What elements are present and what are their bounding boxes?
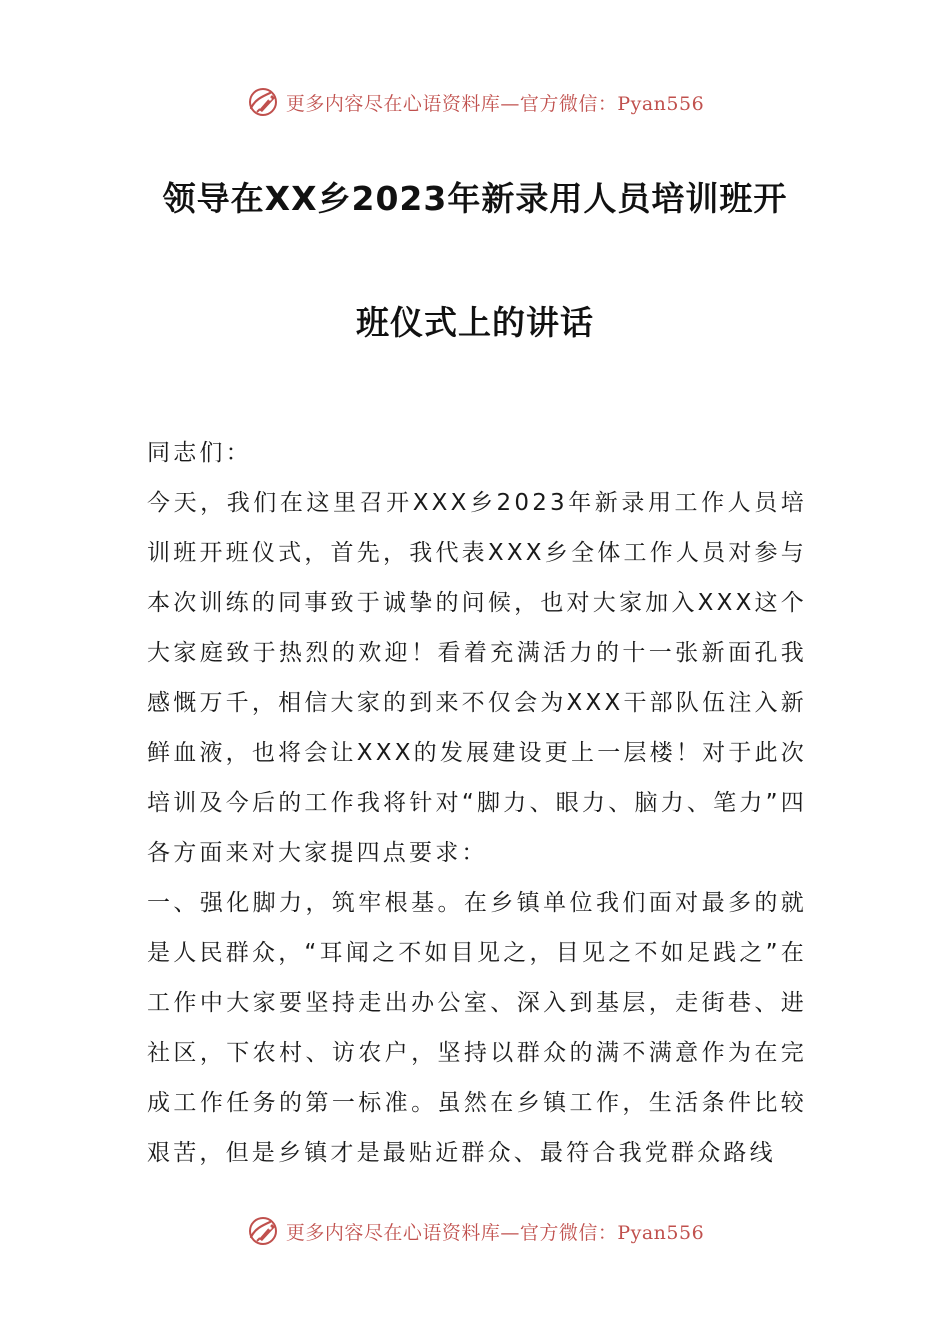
pen-nib-logo-icon [246, 1214, 280, 1248]
document-title-line-1: 领导在XX乡2023年新录用人员培训班开 [162, 179, 788, 218]
watermark-text: 更多内容尽在心语资料库—官方微信：Pyan556 [285, 1221, 705, 1244]
header-watermark [0, 82, 950, 122]
pen-nib-logo-icon [246, 85, 280, 119]
footer-watermark [0, 1211, 950, 1251]
watermark-text: 更多内容尽在心语资料库—官方微信：Pyan556 [285, 92, 705, 115]
paragraph-point-one: 一、强化脚力，筑牢根基。在乡镇单位我们面对最多的就是人民群众，“耳闻之不如目见之，目见之不如足践之”在工作中大家要坚持走出办公室、深入到基层，走街巷、进社区，下农村、访农户，坚持以群众的满不满意作为在完成工作任务的第一标准。虽然在乡镇工作，生活条件比较艰苦，但是乡镇才是最贴近群众、最符合我党群众路线 [147, 890, 807, 1166]
greeting: 同志们： [147, 440, 252, 466]
paragraph-opening: 今天，我们在这里召开XXX乡2023年新录用工作人员培训班开班仪式，首先，我代表XXX乡全体工作人员对参与本次训练的同事致于诚挚的问候，也对大家加入XXX这个大家庭致于热烈的欢迎！看着充满活力的十一张新面孔我感慨万千，相信大家的到来不仅会为XXX干部队伍注入新鲜血液，也将会让XXX的发展建设更上一层楼！对于此次培训及今后的工作我将针对“脚力、眼力、脑力、笔力”四各方面来对大家提四点要求： [147, 490, 807, 866]
document-body [147, 428, 807, 1178]
document-title-line-2: 班仪式上的讲话 [356, 303, 594, 342]
